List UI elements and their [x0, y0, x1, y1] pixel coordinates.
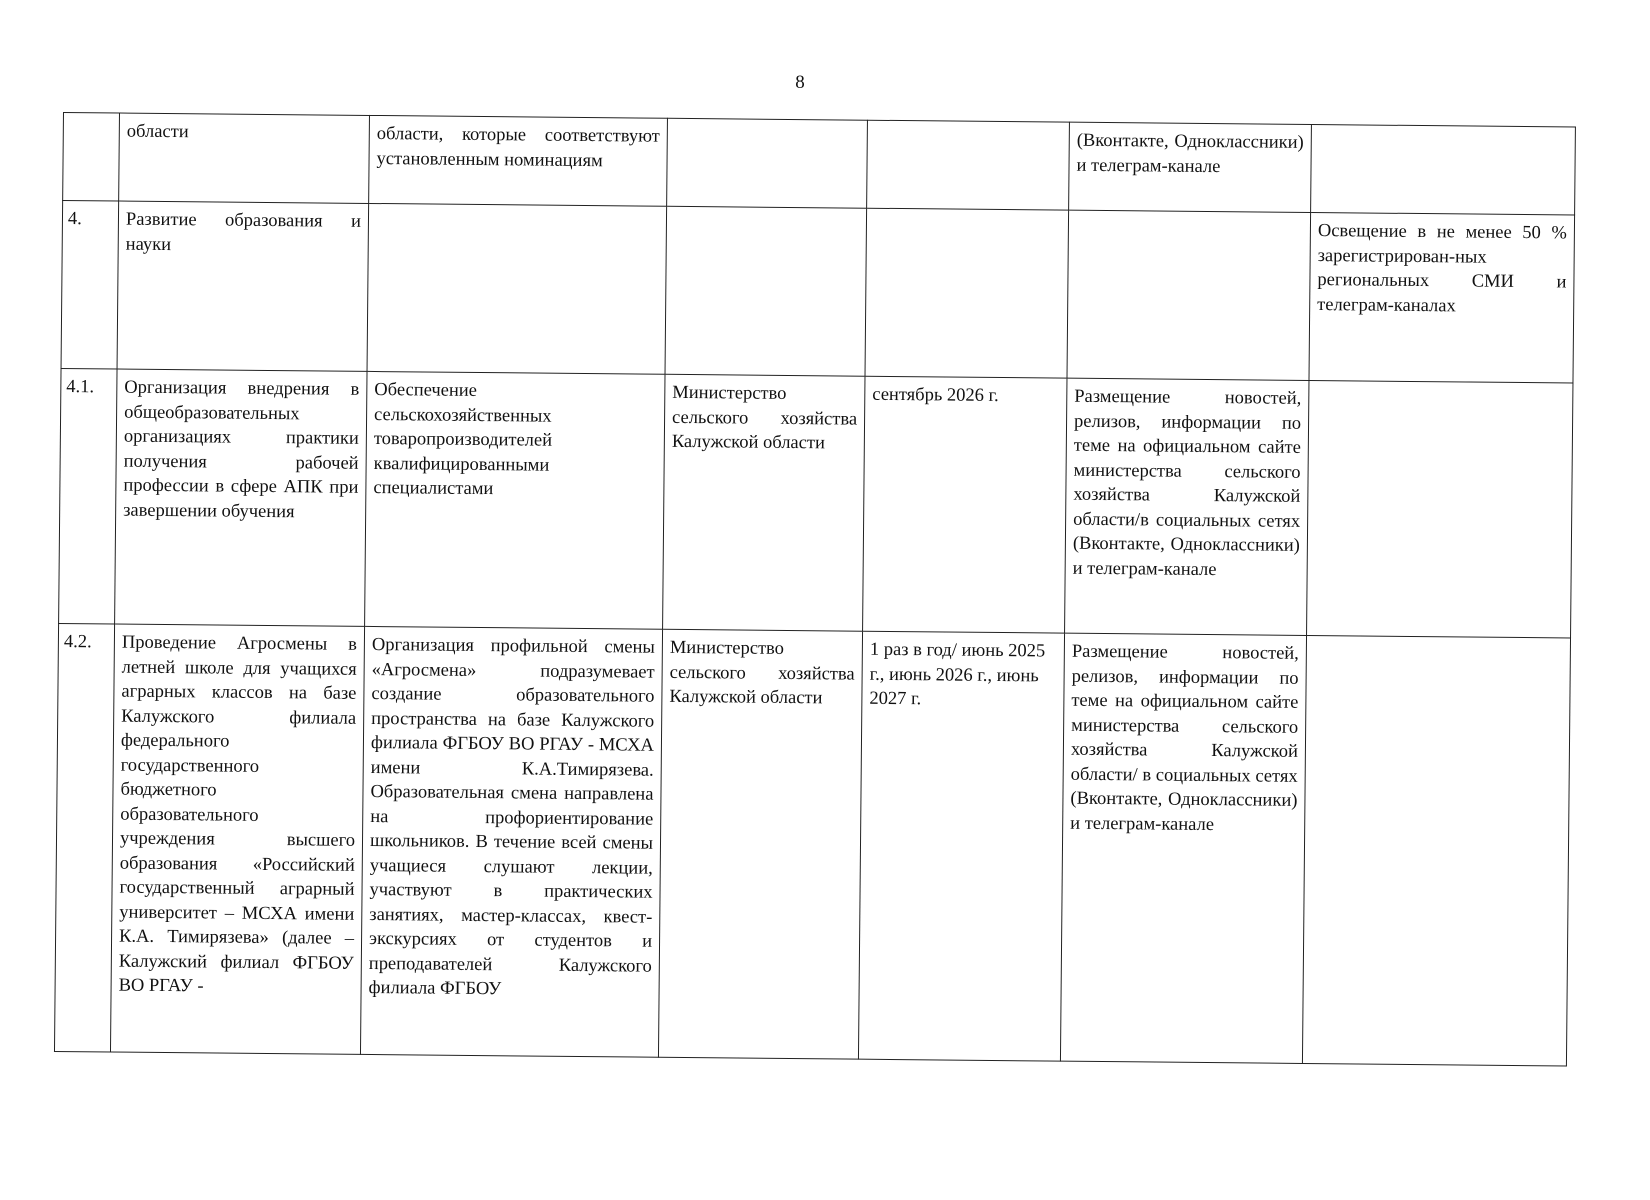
form-cell	[1067, 210, 1311, 380]
deadline-cell: сентябрь 2026 г.	[863, 376, 1067, 633]
event-cell: Организация внедрения в общеобразовательных организациях практики получения рабочей профессии в сфере АПК при завершении обучения	[115, 369, 367, 626]
plan-table	[54, 112, 1576, 1066]
deadline-cell: 1 раз в год/ июнь 2025 г., июнь 2026 г., июнь 2027 г.	[858, 631, 1064, 1061]
row-number	[63, 113, 120, 202]
deadline-cell	[867, 120, 1070, 210]
form-cell: (Вконтакте, Одноклассники) и телеграм-канале	[1069, 122, 1312, 212]
purpose-cell: Обеспечение сельскохозяйственных товаропроизводителей квалифицированными специалистами	[365, 371, 665, 629]
purpose-cell	[367, 203, 667, 374]
page-number: 8	[795, 72, 805, 93]
row-number: 4.	[61, 201, 119, 370]
purpose-cell: области, которые соответствуют установленным номинациям	[369, 115, 668, 206]
result-cell: Освещение в не менее 50 % зарегистрирован-ных региональных СМИ и телеграм-каналах	[1309, 212, 1575, 383]
event-cell: Проведение Агросмены в летней школе для учащихся аграрных классов на базе Калужского филиала федерального государственного бюджетного образовательного учреждения высшего образования «Российский государственный аграрный университет – МСХА имени К.А. Тимирязева» (далее – Калужский филиал ФГБОУ ВО РГАУ -	[110, 624, 364, 1054]
row-number: 4.2.	[54, 623, 114, 1052]
event-cell: области	[119, 113, 370, 203]
deadline-cell	[865, 208, 1069, 378]
result-cell	[1311, 124, 1576, 215]
row-number: 4.1.	[59, 368, 117, 624]
result-cell	[1307, 380, 1573, 638]
responsible-cell: Министерство сельского хозяйства Калужской области	[658, 629, 862, 1059]
form-cell: Размещение новостей, релизов, информации по теме на официальном сайте министерства сельского хозяйства Калужской области/ в социальных сетях (Вконтакте, Одноклассники) и телеграм-канале	[1060, 633, 1306, 1063]
form-cell: Размещение новостей, релизов, информации по теме на официальном сайте министерства сельского хозяйства Калужской области/в социальных сетях (Вконтакте, Одноклассники) и телеграм-канале	[1065, 378, 1309, 635]
table-row	[63, 113, 1576, 216]
event-cell: Развитие образования и науки	[117, 201, 369, 371]
table-row	[59, 368, 1573, 638]
responsible-cell	[665, 206, 867, 376]
responsible-cell	[667, 118, 868, 208]
table-row	[61, 201, 1575, 384]
table-row	[54, 623, 1570, 1065]
responsible-cell: Министерство сельского хозяйства Калужской области	[663, 374, 865, 631]
result-cell	[1302, 635, 1570, 1066]
purpose-cell: Организация профильной смены «Агросмена» подразумевает создание образовательного пространства на базе Калужского филиала ФГБОУ ВО РГАУ - МСХА имени К.А.Тимирязева. Образовательная смена направлена на профориентирование школьников. В течение всей смены учащиеся слушают лекции, участвуют в практических занятиях, мастер-классах, квест-экскурсиях от студентов и преподавателей Калужского филиала ФГБОУ	[360, 626, 662, 1057]
